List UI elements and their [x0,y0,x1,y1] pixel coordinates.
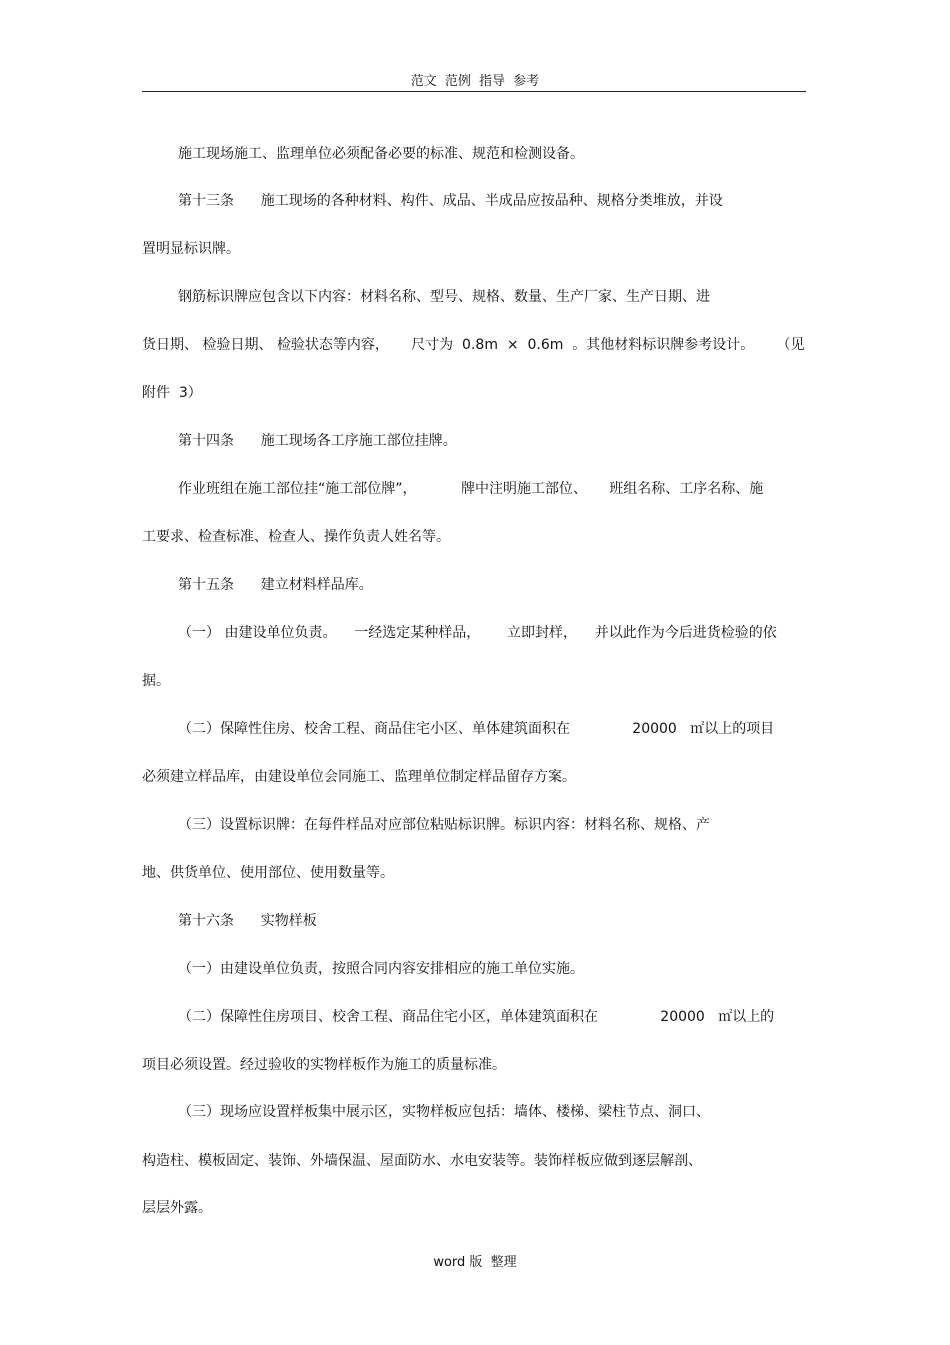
body-line: 工要求、检查标准、检查人、操作负责人姓名等。 [142,529,450,545]
body-line: （一）由建设单位负责，按照合同内容安排相应的施工单位实施。 [178,961,584,977]
body-line: 附件 3） [142,385,202,401]
body-line: 第十四条 施工现场各工序施工部位挂牌。 [178,433,457,449]
body-line: （二）保障性住房项目、校舍工程、商品住宅小区，单体建筑面积在 20000 ㎡以上的 [178,1009,775,1025]
body-line: 置明显标识牌。 [142,241,240,257]
body-line: （二）保障性住房、校舍工程、商品住宅小区、单体建筑面积在 20000 ㎡以上的项目 [178,721,775,737]
body-line: （一） 由建设单位负责。 一经选定某种样品， 立即封样， 并以此作为今后进货检验的依 [178,625,777,641]
body-line: 第十六条 实物样板 [178,913,317,929]
body-line: 货日期、 检验日期、 检验状态等内容， 尺寸为 0.8m × 0.6m 。其他材料标识牌参考设计。 （见 [142,337,805,353]
body-line: 施工现场施工、监理单位必须配备必要的标准、规范和检测设备。 [178,146,584,162]
page-header: 范文 范例 指导 参考 [410,74,540,89]
header-divider [142,91,806,92]
body-line: 层层外露。 [142,1200,212,1216]
body-line: 地、供货单位、使用部位、使用数量等。 [142,865,394,881]
body-line: （三）现场应设置样板集中展示区，实物样板应包括：墙体、楼梯、梁柱节点、洞口、 [178,1104,710,1120]
body-line: （三）设置标识牌：在每件样品对应部位粘贴标识牌。标识内容：材料名称、规格、产 [178,817,710,833]
page-footer: word 版 整理 [433,1255,517,1270]
body-line: 构造柱、模板固定、装饰、外墙保温、屋面防水、水电安装等。装饰样板应做到逐层解剖、 [142,1153,702,1169]
body-line: 第十五条 建立材料样品库。 [178,577,373,593]
body-line: 据。 [142,673,170,689]
body-line: 项目必须设置。经过验收的实物样板作为施工的质量标准。 [142,1057,506,1073]
body-line: 钢筋标识牌应包含以下内容：材料名称、型号、规格、数量、生产厂家、生产日期、进 [178,289,710,305]
body-line: 第十三条 施工现场的各种材料、构件、成品、半成品应按品种、规格分类堆放，并设 [178,193,723,209]
body-line: 作业班组在施工部位挂“施工部位牌”， 牌中注明施工部位、 班组名称、工序名称、施 [178,481,764,497]
body-line: 必须建立样品库，由建设单位会同施工、监理单位制定样品留存方案。 [142,769,576,785]
